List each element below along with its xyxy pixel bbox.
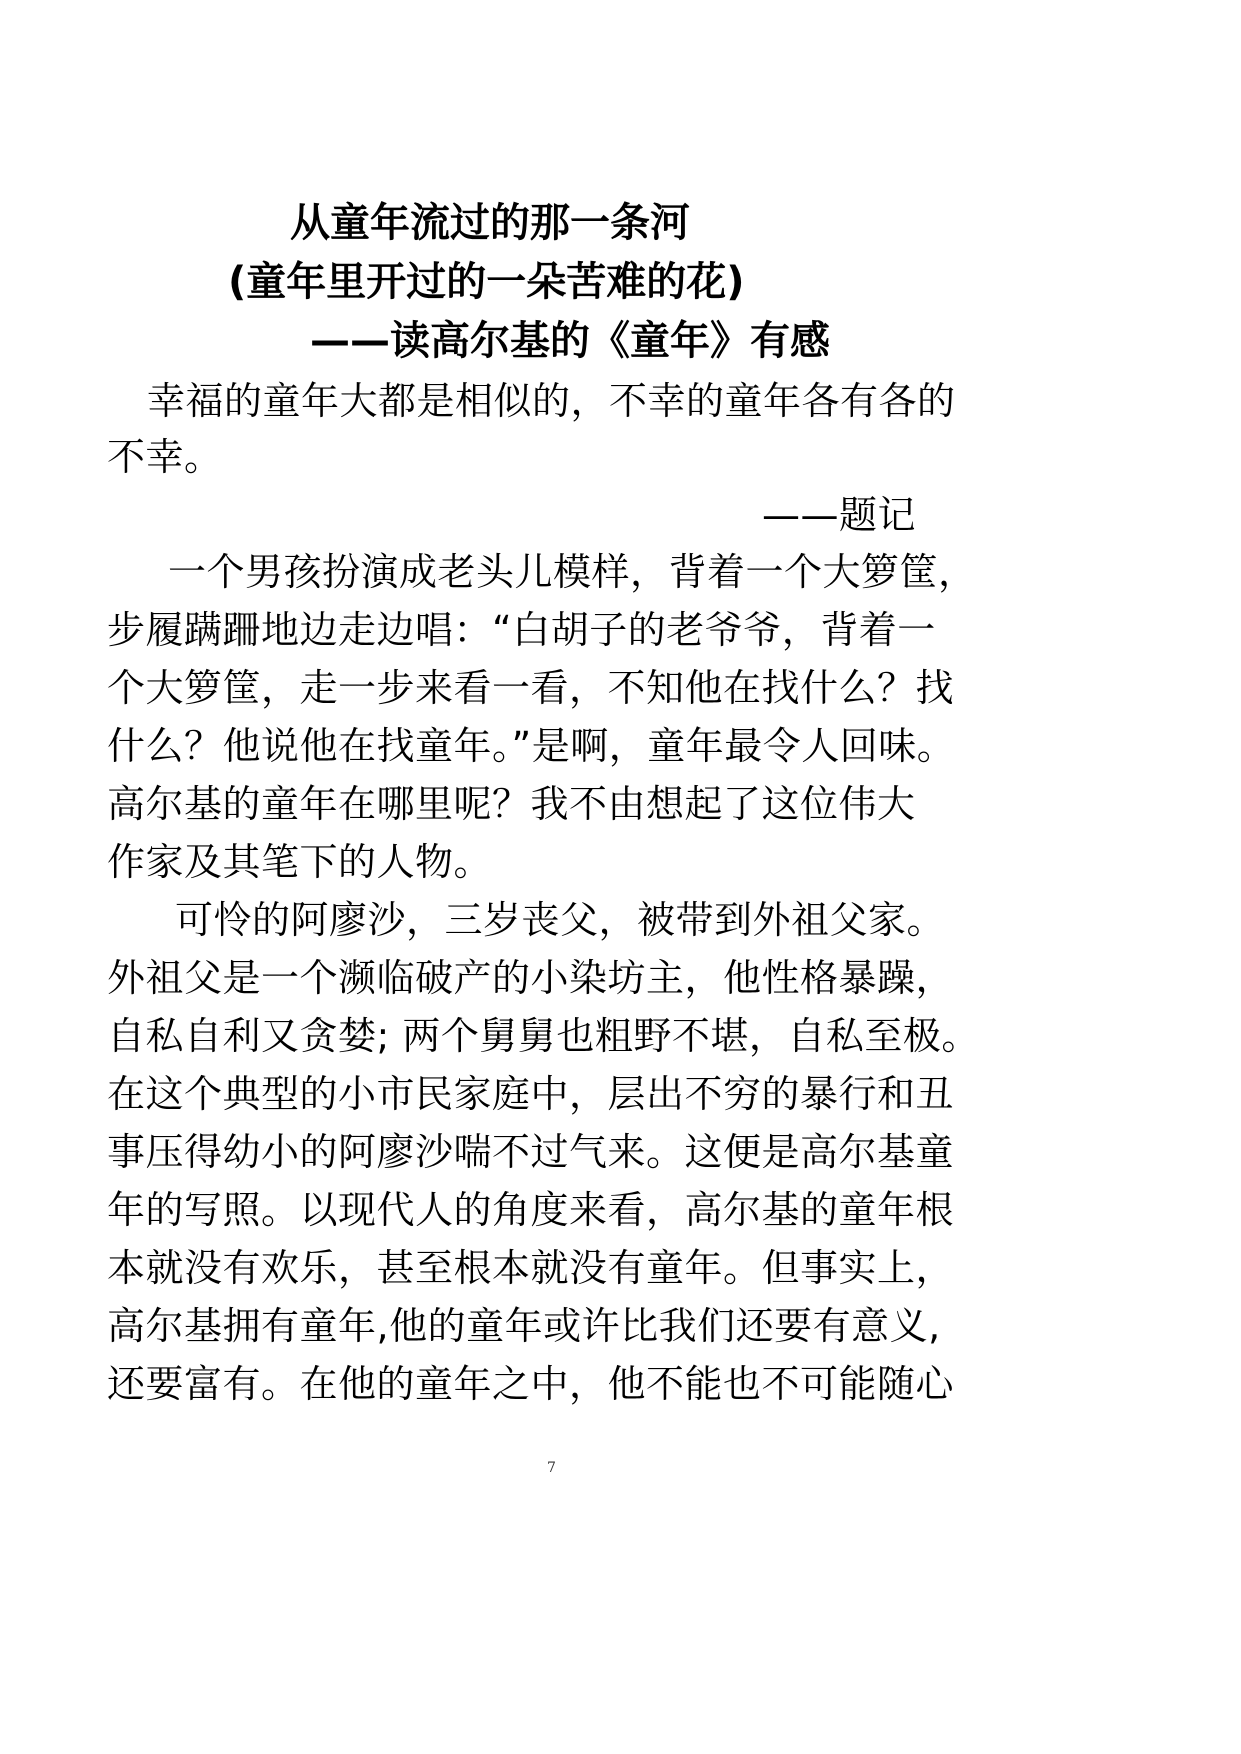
- paragraph-line: 可怜的阿廖沙，三岁丧父，被带到外祖父家。: [175, 898, 946, 942]
- paragraph-line: 事压得幼小的阿廖沙喘不过气来。这便是高尔基童: [107, 1130, 955, 1174]
- paragraph-line: 作家及其笔下的人物。: [107, 840, 493, 884]
- paragraph-line: 年的写照。以现代人的角度来看，高尔基的童年根: [107, 1188, 955, 1232]
- epigraph-line: 不幸。: [107, 435, 223, 479]
- paragraph-line: 在这个典型的小市民家庭中，层出不穷的暴行和丑: [107, 1072, 955, 1116]
- paragraph-line: 外祖父是一个濒临破产的小染坊主，他性格暴躁，: [107, 956, 955, 1000]
- epigraph-attribution: ——题记: [762, 493, 917, 537]
- paragraph-line: 步履蹒跚地边走边唱：“白胡子的老爷爷，背着一: [107, 608, 936, 652]
- paragraph-line: 什么？他说他在找童年。”是啊，童年最令人回味。: [107, 724, 956, 768]
- epigraph-line: 幸福的童年大都是相似的，不幸的童年各有各的: [147, 379, 956, 423]
- paragraph-line: 一个男孩扮演成老头儿模样，背着一个大箩筐，: [168, 550, 977, 594]
- paragraph-line: 高尔基拥有童年,他的童年或许比我们还要有意义,: [107, 1304, 941, 1348]
- essay-title: 从童年流过的那一条河: [290, 200, 690, 246]
- paragraph-line: 高尔基的童年在哪里呢？我不由想起了这位伟大: [107, 782, 916, 826]
- essay-byline: ——读高尔基的《童年》有感: [310, 318, 830, 364]
- essay-subtitle: (童年里开过的一朵苦难的花): [228, 259, 745, 305]
- paragraph-line: 本就没有欢乐，甚至根本就没有童年。但事实上，: [107, 1246, 955, 1290]
- paragraph-line: 自私自利又贪婪; 两个舅舅也粗野不堪，自私至极。: [107, 1014, 980, 1058]
- page-number: 7: [547, 1460, 556, 1476]
- paragraph-line: 个大箩筐，走一步来看一看，不知他在找什么？找: [107, 666, 955, 710]
- paragraph-line: 还要富有。在他的童年之中，他不能也不可能随心: [107, 1362, 955, 1406]
